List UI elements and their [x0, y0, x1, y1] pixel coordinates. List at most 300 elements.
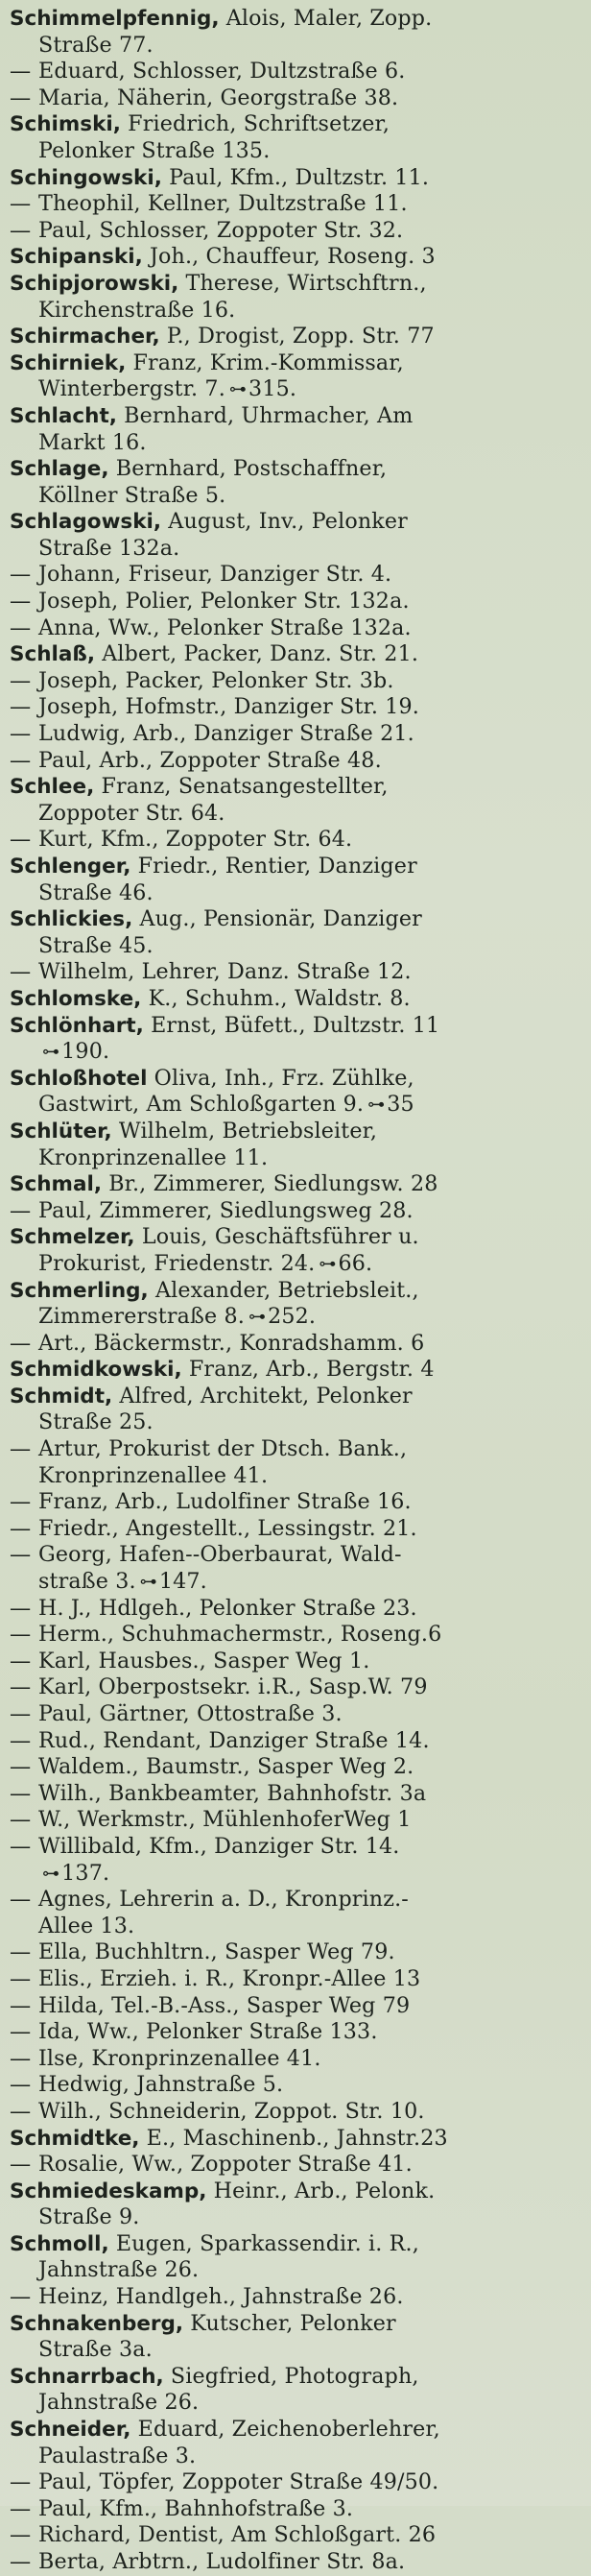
ditto-dash: —: [10, 747, 32, 773]
entry-details: Eugen, Sparkassendir. i. R.,: [115, 2230, 419, 2256]
entry-continuation-line: [10, 536, 583, 563]
entry-continuation-line: [10, 376, 583, 403]
entry-first-line: [10, 1013, 583, 1040]
directory-entry: [10, 1622, 583, 1649]
ditto-dash: —: [10, 217, 32, 243]
entry-first-line: [10, 2522, 583, 2549]
entry-first-line: [10, 1649, 583, 1675]
entry-details: Waldem., Baumstr., Sasper Weg 2.: [38, 1754, 414, 1780]
entry-continuation-line: [10, 1569, 583, 1596]
ditto-dash: —: [10, 2495, 32, 2521]
entry-continuation-line: [10, 933, 583, 960]
directory-entry: [10, 1357, 583, 1384]
directory-entry: [10, 641, 583, 668]
ditto-dash: —: [10, 1701, 32, 1726]
directory-entry: [10, 1674, 583, 1701]
entry-continuation-line: [10, 1039, 583, 1066]
surname: Schnakenberg,: [10, 2311, 184, 2336]
directory-entry: [10, 1489, 583, 1516]
directory-entry: [10, 1993, 583, 2020]
surname: Schnarrbach,: [10, 2364, 164, 2389]
entry-continuation-line: [10, 1251, 583, 1278]
entry-first-line: [10, 1198, 583, 1225]
entry-details: Hedwig, Jahnstraße 5.: [38, 2072, 284, 2098]
entry-details: Friedr., Rentier, Danziger: [137, 854, 417, 879]
entry-details: Wilh., Schneiderin, Zoppot. Str. 10.: [38, 2098, 425, 2124]
entry-details: Herm., Schuhmachermstr., Roseng.6: [38, 1622, 442, 1648]
entry-continuation-line: [10, 2390, 583, 2417]
surname: Schimski,: [10, 112, 121, 137]
entry-first-line: [10, 1516, 583, 1543]
directory-entry: [10, 2019, 583, 2046]
entry-details: Friedrich, Schriftsetzer,: [128, 111, 390, 137]
phone-number: 252.: [268, 1304, 317, 1330]
entry-details: Joh., Chauffeur, Roseng. 3: [149, 244, 436, 270]
entry-first-line: [10, 1331, 583, 1358]
entry-first-line: [10, 1728, 583, 1755]
ditto-dash: —: [10, 1489, 32, 1515]
directory-entry: [10, 1807, 583, 1834]
phone-number: 66.: [338, 1250, 373, 1276]
entry-first-line: [10, 1066, 583, 1093]
entry-details: H. J., Hdlgeh., Pelonker Straße 23.: [38, 1595, 417, 1621]
entry-first-line: [10, 2179, 583, 2205]
entry-continuation: Köllner Straße 5.: [38, 482, 226, 508]
directory-entry: [10, 854, 583, 906]
entry-first-line: [10, 1887, 583, 1914]
entry-continuation: Jahnstraße 26.: [38, 2257, 200, 2283]
ditto-dash: —: [10, 84, 32, 110]
entry-details: Alois, Maler, Zopp.: [225, 6, 433, 31]
entry-continuation: Kronprinzenallee 11.: [38, 1144, 269, 1170]
entry-details: Louis, Geschäftsführer u.: [141, 1224, 419, 1250]
directory-entry: [10, 350, 583, 403]
entry-details: Paul, Arb., Zoppoter Straße 48.: [38, 747, 382, 773]
surname: Schipanski,: [10, 245, 143, 270]
ditto-dash: —: [10, 1807, 32, 1833]
entry-details: Maria, Näherin, Georgstraße 38.: [38, 84, 399, 110]
entry-details: Br., Zimmerer, Siedlungsw. 28: [108, 1171, 438, 1197]
directory-entry: [10, 165, 583, 192]
entry-details: E., Maschinenb., Jahnstr.23: [146, 2125, 448, 2151]
entry-first-line: [10, 1807, 583, 1834]
entry-first-line: [10, 2469, 583, 2496]
entry-details: Joseph, Polier, Pelonker Str. 132a.: [38, 589, 410, 614]
entry-details: Aug., Pensionär, Danziger: [139, 906, 422, 932]
directory-entry: [10, 1542, 583, 1595]
entry-first-line: [10, 1622, 583, 1649]
directory-entry: [10, 2496, 583, 2523]
surname: Schlagowski,: [10, 510, 162, 535]
entry-continuation-line: [10, 430, 583, 457]
entry-details: Bernhard, Uhrmacher, Am: [124, 402, 414, 428]
entry-first-line: [10, 1701, 583, 1728]
entry-details: Eduard, Zeichenoberlehrer,: [137, 2417, 440, 2443]
phone-number: 147.: [158, 1569, 207, 1595]
directory-entry: [10, 2126, 583, 2153]
entry-details: Agnes, Lehrerin a. D., Kronprinz.-: [38, 1887, 409, 1913]
ditto-dash: —: [10, 59, 32, 84]
entry-first-line: [10, 1489, 583, 1516]
surname: Schmiedeskamp,: [10, 2179, 207, 2203]
entry-first-line: [10, 1754, 583, 1781]
surname: Schlee,: [10, 775, 95, 800]
directory-entry: [10, 271, 583, 324]
entry-first-line: [10, 2046, 583, 2073]
entry-details: Albert, Packer, Danz. Str. 21.: [102, 641, 419, 667]
directory-entry: [10, 2417, 583, 2469]
entry-details: Ida, Ww., Pelonker Straße 133.: [38, 2019, 378, 2045]
ditto-dash: —: [10, 191, 32, 217]
ditto-dash: —: [10, 2469, 32, 2495]
entry-first-line: [10, 2231, 583, 2258]
entry-details: K., Schuhm., Waldstr. 8.: [148, 985, 411, 1011]
ditto-dash: —: [10, 2072, 32, 2098]
entry-first-line: [10, 1781, 583, 1808]
entry-first-line: [10, 589, 583, 615]
entry-continuation: Allee 13.: [38, 1913, 135, 1938]
ditto-dash: —: [10, 1939, 32, 1965]
entry-first-line: [10, 1357, 583, 1384]
entry-first-line: [10, 1596, 583, 1623]
ditto-dash: —: [10, 721, 32, 747]
entry-details: Rud., Rendant, Danziger Straße 14.: [38, 1727, 430, 1753]
ditto-dash: —: [10, 1833, 32, 1859]
entry-details: Joseph, Hofmstr., Danziger Str. 19.: [38, 694, 419, 720]
entry-first-line: [10, 668, 583, 695]
surname: Schipjorowski,: [10, 271, 179, 296]
entry-first-line: [10, 191, 583, 218]
surname: Schlomske,: [10, 986, 142, 1011]
entry-first-line: [10, 218, 583, 245]
surname: Schlickies,: [10, 907, 133, 932]
entry-details: Oliva, Inh., Frz. Zühlke,: [154, 1065, 414, 1091]
directory-entry: [10, 1939, 583, 1966]
entry-details: Paul, Kfm., Dultzstr. 11.: [169, 164, 430, 190]
directory-entry: [10, 2549, 583, 2576]
entry-details: Eduard, Schlosser, Dultzstraße 6.: [38, 59, 406, 84]
entry-first-line: [10, 1436, 583, 1463]
directory-entry: [10, 721, 583, 748]
entry-first-line: [10, 641, 583, 668]
directory-entry: [10, 986, 583, 1013]
directory-entry: [10, 1516, 583, 1543]
telephone-icon: ⊶: [319, 1253, 337, 1274]
entry-continuation-line: [10, 2204, 583, 2231]
directory-entry: [10, 2179, 583, 2231]
ditto-dash: —: [10, 1542, 32, 1568]
entry-continuation: Zimmererstraße 8.: [38, 1304, 245, 1330]
entry-details: Berta, Arbtrn., Ludolfiner Str. 8a.: [38, 2549, 406, 2574]
telephone-icon: ⊶: [367, 1095, 386, 1116]
entry-first-line: [10, 2496, 583, 2523]
entry-details: Ernst, Büfett., Dultzstr. 11: [151, 1012, 440, 1038]
ditto-dash: —: [10, 1992, 32, 2018]
directory-entry: [10, 2284, 583, 2311]
entry-first-line: [10, 456, 583, 483]
entry-continuation-line: [10, 1914, 583, 1940]
directory-entry: [10, 1781, 583, 1808]
directory-entry: [10, 562, 583, 589]
entry-first-line: [10, 694, 583, 721]
ditto-dash: —: [10, 1648, 32, 1673]
surname: Schlage,: [10, 457, 109, 482]
entry-details: Theophil, Kellner, Dultzstraße 11.: [38, 191, 408, 217]
directory-entry: [10, 1066, 583, 1119]
entry-first-line: [10, 2311, 583, 2338]
surname: Schmelzer,: [10, 1225, 135, 1250]
directory-entry: [10, 1013, 583, 1066]
directory-entry: [10, 59, 583, 85]
ditto-dash: —: [10, 589, 32, 614]
directory-entry: [10, 2046, 583, 2073]
telephone-icon: ⊶: [228, 379, 248, 400]
entry-continuation-line: [10, 2337, 583, 2364]
entry-details: Paul, Schlosser, Zoppoter Str. 32.: [38, 217, 404, 243]
entry-details: Art., Bäckermstr., Konradshamm. 6: [38, 1330, 425, 1356]
entry-first-line: [10, 986, 583, 1013]
directory-entry: [10, 1754, 583, 1781]
ditto-dash: —: [10, 667, 32, 693]
entry-continuation: Kirchenstraße 16.: [38, 297, 236, 323]
surname: Schirmacher,: [10, 325, 160, 349]
directory-entry: [10, 2469, 583, 2496]
phone-number: 315.: [248, 376, 297, 402]
ditto-dash: —: [10, 614, 32, 640]
telephone-icon: ⊶: [42, 1863, 60, 1884]
entry-first-line: [10, 1384, 583, 1410]
directory-entry: [10, 509, 583, 562]
entry-details: Johann, Friseur, Danziger Str. 4.: [38, 562, 392, 588]
directory-entry: [10, 111, 583, 164]
entry-continuation-line: [10, 1409, 583, 1436]
entry-continuation-line: [10, 1092, 583, 1119]
directory-entry: [10, 1119, 583, 1171]
entry-details: Alfred, Architekt, Pelonker: [119, 1383, 413, 1408]
entry-continuation: Markt 16.: [38, 429, 147, 455]
ditto-dash: —: [10, 2152, 32, 2178]
entry-details: Artur, Prokurist der Dtsch. Bank.,: [38, 1436, 408, 1462]
entry-details: Kurt, Kfm., Zoppoter Str. 64.: [38, 827, 353, 853]
entry-first-line: [10, 721, 583, 748]
entry-details: Kutscher, Pelonker: [190, 2310, 396, 2336]
directory-entry: [10, 1331, 583, 1358]
entry-details: Wilhelm, Betriebsleiter,: [118, 1118, 378, 1144]
entry-first-line: [10, 2364, 583, 2391]
entry-first-line: [10, 774, 583, 801]
entry-first-line: [10, 1674, 583, 1701]
entry-details: Paul, Zimmerer, Siedlungsweg 28.: [38, 1197, 414, 1223]
entry-details: Heinz, Handlgeh., Jahnstraße 26.: [38, 2284, 404, 2310]
directory-entry: [10, 1966, 583, 1993]
entry-continuation-line: [10, 2257, 583, 2284]
entry-first-line: [10, 271, 583, 298]
entry-continuation: Straße 132a.: [38, 535, 180, 561]
directory-entry: [10, 1171, 583, 1198]
directory-entry: [10, 244, 583, 271]
entry-continuation: Winterbergstr. 7.: [38, 376, 225, 402]
surname: Schmerling,: [10, 1278, 149, 1303]
entry-details: Wilhelm, Lehrer, Danz. Straße 12.: [38, 959, 412, 985]
entry-continuation: Kronprinzenallee 41.: [38, 1462, 269, 1488]
entry-details: Heinr., Arb., Pelonk.: [213, 2178, 436, 2203]
telephone-icon: ⊶: [139, 1572, 157, 1593]
entry-continuation: Straße 77.: [38, 32, 154, 58]
entry-details: Ilse, Kronprinzenallee 41.: [38, 2045, 321, 2071]
entry-continuation: Straße 46.: [38, 879, 154, 905]
directory-entry: [10, 615, 583, 642]
entry-details: Georg, Hafen--Oberbaurat, Wald-: [38, 1542, 402, 1568]
directory-entry: [10, 85, 583, 112]
entry-first-line: [10, 1993, 583, 2020]
entry-details: Friedr., Angestellt., Lessingstr. 21.: [38, 1515, 417, 1541]
entry-continuation: Straße 9.: [38, 2204, 140, 2230]
directory-entry: [10, 2072, 583, 2099]
entry-continuation-line: [10, 33, 583, 60]
entry-first-line: [10, 906, 583, 933]
entry-first-line: [10, 1278, 583, 1305]
directory-entry: [10, 589, 583, 615]
directory-entry: [10, 1224, 583, 1277]
entry-details: Elis., Erzieh. i. R., Kronpr.-Allee 13: [38, 1965, 421, 1991]
entry-continuation-line: [10, 1145, 583, 1172]
entry-first-line: [10, 2549, 583, 2576]
directory-entry: [10, 1701, 583, 1728]
entry-details: Wilh., Bankbeamter, Bahnhofstr. 3a: [38, 1780, 427, 1806]
entry-first-line: [10, 2099, 583, 2126]
directory-entry: [10, 774, 583, 827]
telephone-icon: ⊶: [42, 1042, 60, 1063]
entry-first-line: [10, 2072, 583, 2099]
entry-continuation: Pelonker Straße 135.: [38, 137, 271, 163]
surname: Schimmelpfennig,: [10, 7, 220, 31]
directory-entry: [10, 1436, 583, 1489]
surname: Schmidkowski,: [10, 1358, 182, 1383]
ditto-dash: —: [10, 959, 32, 985]
entry-continuation: straße 3.: [38, 1569, 136, 1595]
directory-entry: [10, 2311, 583, 2364]
ditto-dash: —: [10, 2522, 32, 2548]
directory-entry: [10, 1198, 583, 1225]
entry-first-line: [10, 2417, 583, 2444]
directory-entry: [10, 191, 583, 218]
ditto-dash: —: [10, 1197, 32, 1223]
entry-details: Anna, Ww., Pelonker Straße 132a.: [38, 614, 412, 640]
entry-details: Paul, Töpfer, Zoppoter Straße 49/50.: [38, 2469, 439, 2495]
entry-details: Karl, Oberpostsekr. i.R., Sasp.W. 79: [38, 1674, 428, 1700]
directory-entry: [10, 959, 583, 986]
ditto-dash: —: [10, 1754, 32, 1780]
directory-entry: [10, 906, 583, 959]
entry-first-line: [10, 1542, 583, 1569]
entry-first-line: [10, 562, 583, 589]
surname: Schirniek,: [10, 350, 127, 375]
directory-entry: [10, 827, 583, 854]
entry-first-line: [10, 1119, 583, 1145]
entry-continuation-line: [10, 1463, 583, 1490]
entry-first-line: [10, 1171, 583, 1198]
entry-details: W., Werkmstr., MühlenhoferWeg 1: [38, 1807, 412, 1833]
surname: Schlüter,: [10, 1119, 112, 1144]
phone-number: 35: [387, 1092, 414, 1118]
directory-entry: [10, 1649, 583, 1675]
directory-entry: [10, 456, 583, 509]
surname: Schmidt,: [10, 1384, 113, 1408]
directory-entry: [10, 668, 583, 695]
surname: Schlaß,: [10, 642, 96, 667]
entry-details: Willibald, Kfm., Danziger Str. 14.: [38, 1833, 400, 1859]
entry-details: Bernhard, Postschaffner,: [115, 456, 388, 482]
entry-first-line: [10, 350, 583, 377]
entry-details: August, Inv., Pelonker: [168, 509, 408, 535]
entry-continuation: Straße 45.: [38, 932, 154, 958]
entry-continuation-line: [10, 801, 583, 828]
entry-continuation: Jahnstraße 26.: [38, 2390, 200, 2416]
surname: Schmoll,: [10, 2231, 109, 2256]
entry-details: Karl, Hausbes., Sasper Weg 1.: [38, 1648, 370, 1673]
directory-entry: [10, 324, 583, 350]
entry-first-line: [10, 244, 583, 271]
entry-continuation: Straße 25.: [38, 1409, 154, 1435]
directory-entry: [10, 2099, 583, 2126]
entry-first-line: [10, 854, 583, 880]
entry-continuation-line: [10, 1861, 583, 1888]
entry-first-line: [10, 324, 583, 350]
entry-first-line: [10, 1224, 583, 1251]
entry-continuation: Prokurist, Friedenstr. 24.: [38, 1250, 316, 1276]
directory-entry: [10, 748, 583, 775]
entry-first-line: [10, 2284, 583, 2311]
surname: Schingowski,: [10, 165, 162, 190]
surname: Schmal,: [10, 1172, 102, 1197]
ditto-dash: —: [10, 2098, 32, 2124]
entry-first-line: [10, 2126, 583, 2153]
ditto-dash: —: [10, 1436, 32, 1462]
ditto-dash: —: [10, 2019, 32, 2045]
entry-details: Hilda, Tel.-B.-Ass., Sasper Weg 79: [38, 1992, 411, 2018]
entry-first-line: [10, 615, 583, 642]
telephone-icon: ⊶: [248, 1307, 267, 1328]
entry-first-line: [10, 165, 583, 192]
directory-entry: [10, 1278, 583, 1331]
ditto-dash: —: [10, 694, 32, 720]
entry-details: Paul, Kfm., Bahnhofstraße 3.: [38, 2495, 354, 2521]
entry-first-line: [10, 6, 583, 33]
ditto-dash: —: [10, 2549, 32, 2574]
ditto-dash: —: [10, 1622, 32, 1648]
entry-continuation: Zoppoter Str. 64.: [38, 800, 225, 826]
ditto-dash: —: [10, 1727, 32, 1753]
phone-number: 137.: [61, 1860, 110, 1886]
entry-details: P., Drogist, Zopp. Str. 77: [166, 324, 435, 349]
ditto-dash: —: [10, 2045, 32, 2071]
ditto-dash: —: [10, 827, 32, 853]
entry-first-line: [10, 1966, 583, 1993]
entry-first-line: [10, 509, 583, 536]
directory-entry: [10, 2231, 583, 2284]
directory-entry: [10, 1728, 583, 1755]
entry-details: Franz, Arb., Bergstr. 4: [188, 1357, 435, 1383]
entry-continuation-line: [10, 1304, 583, 1331]
entry-first-line: [10, 403, 583, 430]
entry-details: Paul, Gärtner, Ottostraße 3.: [38, 1701, 343, 1726]
directory-entry: [10, 2522, 583, 2549]
directory-entry: [10, 694, 583, 721]
directory-entry: [10, 403, 583, 456]
entry-first-line: [10, 748, 583, 775]
entry-details: Joseph, Packer, Pelonker Str. 3b.: [38, 667, 394, 693]
entry-details: Franz, Arb., Ludolfiner Straße 16.: [38, 1489, 412, 1515]
